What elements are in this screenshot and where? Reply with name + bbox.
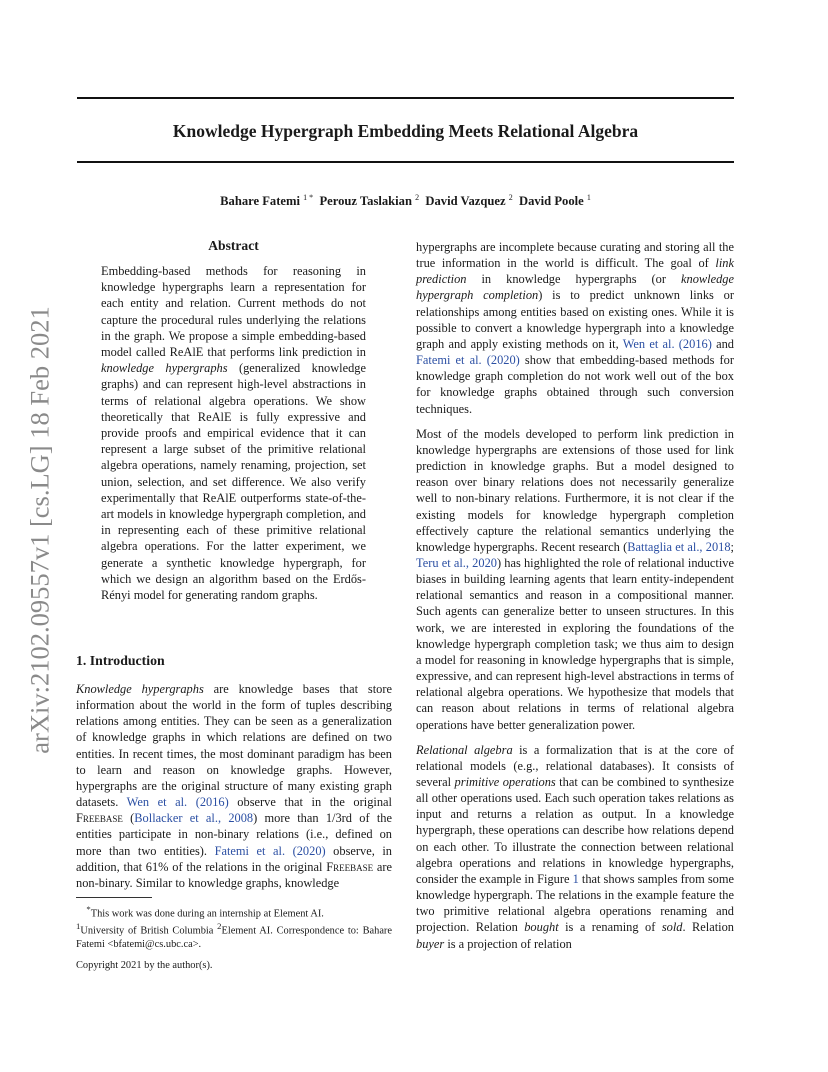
body-text: and: [711, 336, 734, 351]
emphasis-text: sold: [661, 920, 683, 935]
body-text: are knowledge bases that store information about the world in the form of tuples describing relations among entities. They can be seen as a generalization of knowledge graphs in which relations are defined on two entities. In recent times, the most dominant paradigm has been to learn and reason on knowledge graphs. However, hypergraphs are the original structure of many existing graph datasets.: [76, 682, 393, 810]
paper-title: Knowledge Hypergraph Embedding Meets Relational Algebra: [172, 121, 639, 141]
emphasis-text: bought: [524, 920, 559, 935]
paragraph: [416, 239, 734, 417]
footnote-mark: 2: [217, 921, 222, 932]
citation-link[interactable]: Bollacker et al., 2008: [134, 811, 254, 826]
footnote-rule: [76, 897, 152, 898]
footnote-text: Element AI. Correspondence to: Bahare Fatemi <bfatemi@cs.ubc.ca>.: [76, 925, 392, 950]
body-text: that can be combined to synthesize all other operations used. Each such operation takes relations as input and returns a relation as output. In a knowledge hypergraph, these operations can describe how relations depend on each other. To illustrate the connection between relational algebra operations and relations in knowledge hypergraphs, consider the example in Figure: [416, 775, 734, 886]
body-text: is a formalization that is at the core of relational models (e.g., relational databases). It consists of several: [416, 742, 734, 789]
author-list: [77, 193, 734, 209]
author-name: Bahare Fatemi: [220, 194, 300, 209]
citation-link[interactable]: Battaglia et al., 2018: [627, 539, 731, 554]
body-text: ;: [730, 539, 734, 554]
abstract-text: Embedding-based methods for reasoning in knowledge hypergraphs learn a representation for each entity and relation. Current methods do not capture the procedural rules underlying the relations in the graph. We propose a simple embedding-based model called ReAlE that performs link prediction in: [101, 264, 366, 360]
dataset-name: Freebase: [326, 859, 374, 874]
author-name: Perouz Taslakian: [319, 194, 412, 209]
body-text: that shows samples from some knowledge hypergraph. The relations in the example feature the two primitive relational algebra operations renaming and projection. Relation: [416, 871, 734, 935]
emphasis-text: primitive operations: [454, 775, 556, 789]
dataset-name: Freebase: [76, 811, 123, 826]
body-text: ) more than 1/3rd of the entities participate in non-binary relations (i.e., defined on more than two entities).: [76, 811, 392, 858]
author-affiliation: 1: [586, 193, 591, 202]
body-text: show that embedding-based methods for knowledge graph completion do not work well out of the box for knowledge graphs obtained through such conversion techniques.: [416, 353, 734, 416]
introduction-column: [76, 681, 392, 891]
body-text: Most of the models developed to perform link prediction in knowledge hypergraphs are extensions of those used for link prediction in knowledge graphs. But a model designed to reason over binary relations does not necessarily generalize well to non-binary relations. Furthermore, it is not clear if the existing models for knowledge hypergraph completion effectively capture the relational semantics underlying the knowledge hypergraphs. Recent research (: [416, 426, 734, 554]
footnote-text: This work was done during an internship at Element AI.: [90, 908, 324, 920]
author-affiliation: 2: [415, 193, 420, 202]
emphasis-text: Relational algebra: [416, 742, 513, 757]
citation-link[interactable]: Teru et al., 2020: [416, 555, 497, 570]
citation-link[interactable]: Wen et al. (2016): [126, 795, 229, 810]
body-text: (: [122, 811, 135, 826]
emphasis-text: Knowledge hypergraphs: [76, 682, 204, 696]
body-text: observe that in the original: [228, 795, 392, 810]
footnote-line: [76, 920, 392, 950]
citation-link[interactable]: Wen et al. (2016): [622, 336, 712, 351]
citation-link[interactable]: Fatemi et al. (2020): [214, 843, 326, 858]
footnote-line: [76, 903, 392, 920]
paragraph: [416, 742, 734, 952]
abstract-emphasis: knowledge hypergraphs: [101, 361, 228, 376]
body-text: observe, in addition, that 61% of the relations in the original: [76, 843, 392, 874]
body-text: ) has highlighted the role of relational inductive biases in building learning agents that learn entity-independent relational semantics and reason in a compositional manner. Such agents can generalize better to unseen structures. In this work, we are interested in exploring the foundations of the knowledge hypergraph completion task; we thus aim to design a model for reasoning in knowledge hypergraphs that is simple, expressive, and can represent high-level abstractions in terms of relational algebra operations. We hypothesize that models that can reason about relations in terms of relational algebra operations have better generalization power.: [416, 555, 734, 732]
body-text: is a projection of relation: [444, 936, 572, 951]
copyright-notice: Copyright 2021 by the author(s).: [76, 960, 213, 971]
body-text: are non-binary. Similar to knowledge graphs, knowledge: [76, 859, 392, 890]
body-text: is a renaming of: [558, 920, 662, 935]
body-text: hypergraphs are incomplete because curating and storing all the true information in the world is difficult. The goal of: [416, 240, 734, 271]
figure-link[interactable]: 1: [572, 871, 579, 886]
footnote-text: University of British Columbia: [80, 925, 218, 937]
body-text: ) is to predict unknown links or relationships among entities based on existing ones. While it is possible to convert a knowledge hypergraph into a knowledge graph and apply existing methods on it,: [416, 288, 734, 351]
author-affiliation: 1 *: [303, 193, 314, 202]
abstract-body: [101, 263, 366, 603]
footnote-mark: 1: [76, 921, 81, 932]
citation-link[interactable]: Fatemi et al. (2020): [416, 353, 520, 368]
author-name: David Poole: [518, 194, 584, 209]
right-column: [416, 239, 734, 952]
emphasis-text: link prediction: [416, 256, 734, 287]
section-heading-introduction: 1. Introduction: [76, 653, 165, 668]
paragraph: [76, 681, 392, 891]
arxiv-stamp-text: arXiv:2102.09557v1 [cs.LG] 18 Feb 2021: [24, 306, 55, 754]
title-rule-bottom: [77, 161, 734, 163]
body-text: in knowledge hypergraphs (or: [466, 272, 681, 287]
paragraph: [416, 426, 734, 733]
body-text: . Relation: [682, 920, 735, 935]
author-name: David Vazquez: [425, 194, 506, 209]
abstract-heading: Abstract: [208, 238, 259, 253]
title-rule-top: [77, 97, 734, 99]
abstract-text: (generalized knowledge graphs) and can represent high-level abstractions in terms of relational algebra operations. We show theoretically that ReAlE is fully expressive and provide proofs and empirical evidence that it can represent a large subset of the primitive relational algebra operations, namely renaming, projection, set union, selection, and set difference. We also verify experimentally that ReAlE outperforms state-of-the-art models in knowledge hypergraph completion, and in representing each of these primitive relational algebra operations. For the latter experiment, we generate a synthetic knowledge hypergraph, for which we design an algorithm based on the Erdős-Rényi model for generating random graphs.: [101, 361, 366, 603]
emphasis-text: buyer: [416, 936, 445, 951]
footnote: [76, 903, 392, 951]
footnote-mark: *: [86, 904, 91, 914]
emphasis-text: knowledge hypergraph completion: [416, 272, 734, 303]
author-affiliation: 2: [508, 193, 513, 202]
